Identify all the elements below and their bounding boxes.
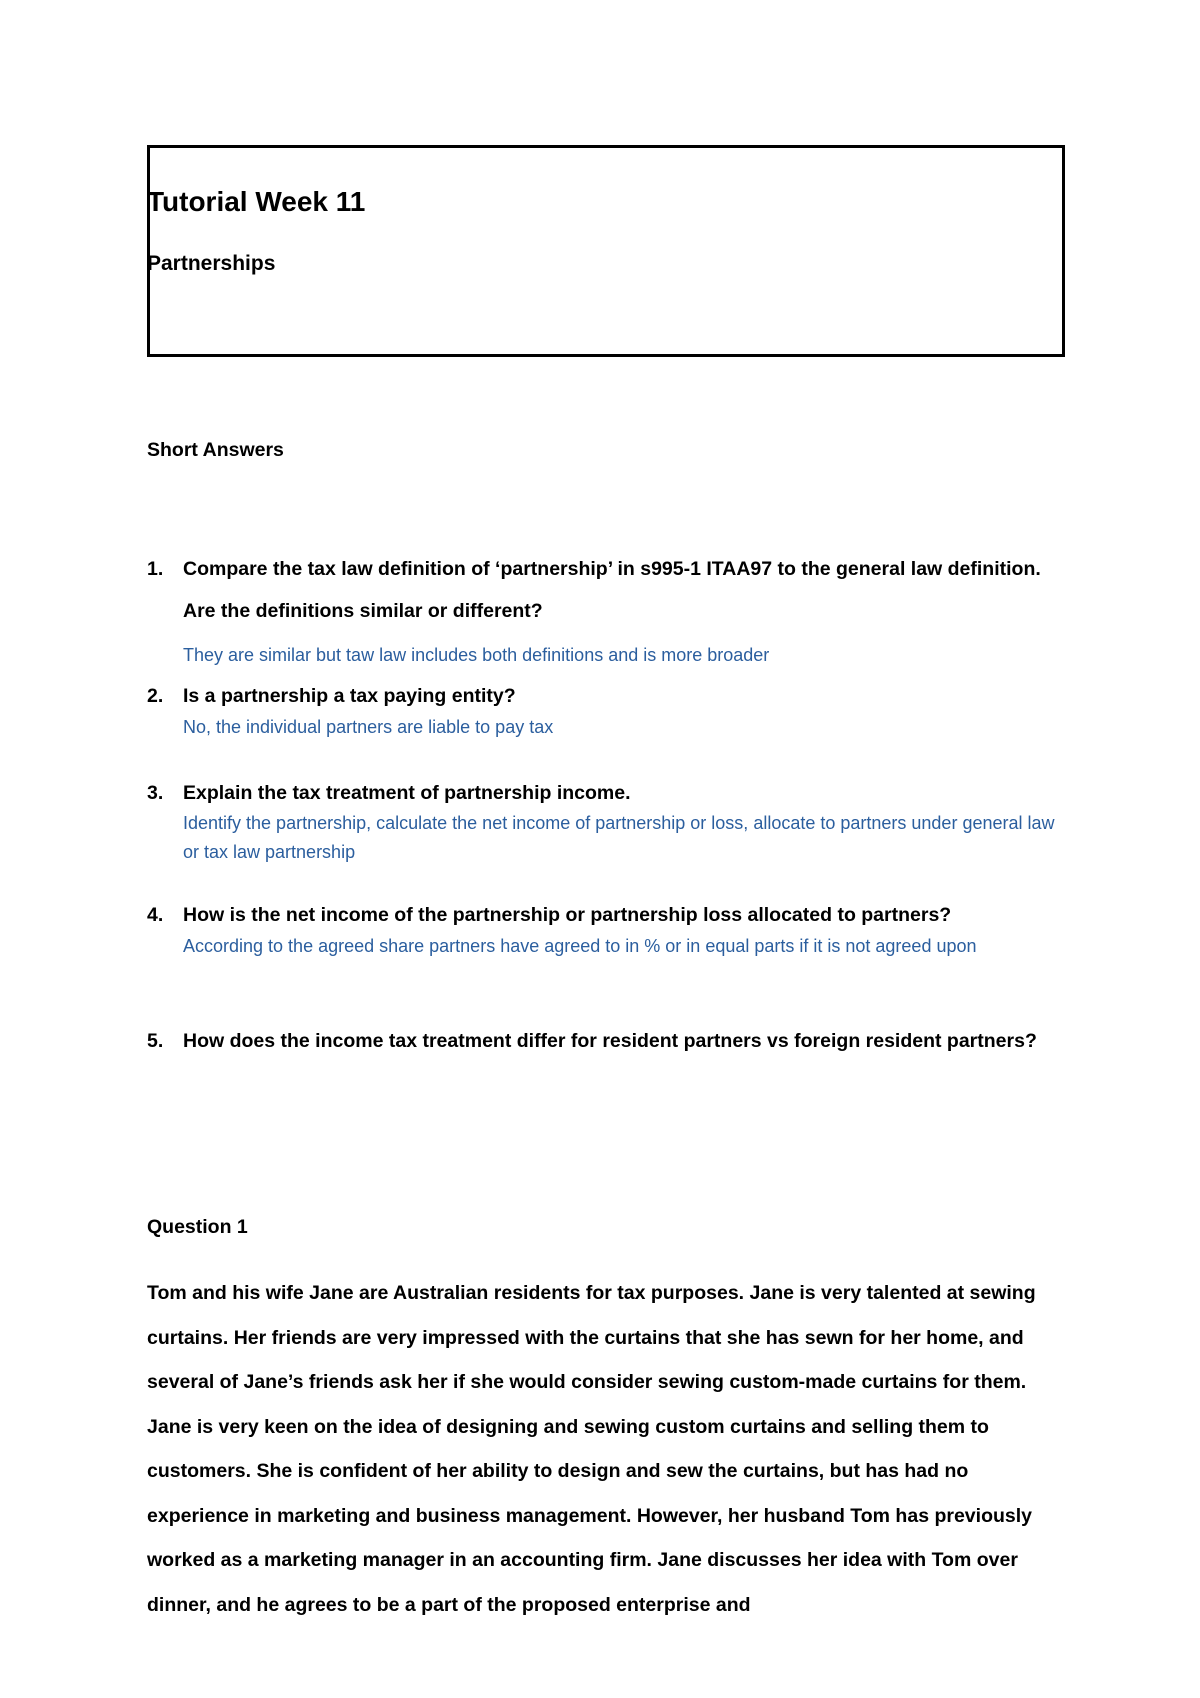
question-number: 5. [147,1030,164,1052]
document-title: Tutorial Week 11 [147,186,366,217]
document-subtitle: Partnerships [147,252,276,275]
short-answer-response: According to the agreed share partners have agreed to in % or in equal parts if it is not agreed upon [183,936,977,956]
short-answers-heading: Short Answers [147,439,284,461]
short-answer-response: Identify the partnership, calculate the net income of partnership or loss, allocate to partners under general law or tax law partnership [183,813,1055,862]
short-answer-question: Is a partnership a tax paying entity? [183,685,516,707]
short-answer-question: How does the income tax treatment differ for resident partners vs foreign resident partners? [183,1030,1037,1052]
short-answer-response: No, the individual partners are liable to pay tax [183,717,554,737]
question-1-heading: Question 1 [147,1216,248,1238]
short-answer-question: How is the net income of the partnership or partnership loss allocated to partners? [183,904,952,926]
question-number: 4. [147,904,164,926]
question-number: 1. [147,558,164,580]
question-number: 3. [147,782,164,804]
short-answer-question: Explain the tax treatment of partnership income. [183,782,631,804]
short-answer-response: They are similar but taw law includes both definitions and is more broader [183,645,770,665]
short-answer-question: Compare the tax law definition of ‘partnership’ in s995-1 ITAA97 to the general law definition. Are the definitions similar or different? [183,558,1041,622]
question-number: 2. [147,685,164,707]
title-box [147,145,1065,357]
question-1-body: Tom and his wife Jane are Australian residents for tax purposes. Jane is very talented at sewing curtains. Her friends are very impressed with the curtains that she has sewn for her home, and several of Jane’s friends ask her if she would consider sewing custom-made curtains for them. Jane is very keen on the idea of designing and sewing custom curtains and selling them to customers. She is confident of her ability to design and sew the curtains, but has had no experience in marketing and business management. However, her husband Tom has previously worked as a marketing manager in an accounting firm. Jane discusses her idea with Tom over dinner, and he agrees to be a part of the proposed enterprise and [147,1282,1036,1616]
